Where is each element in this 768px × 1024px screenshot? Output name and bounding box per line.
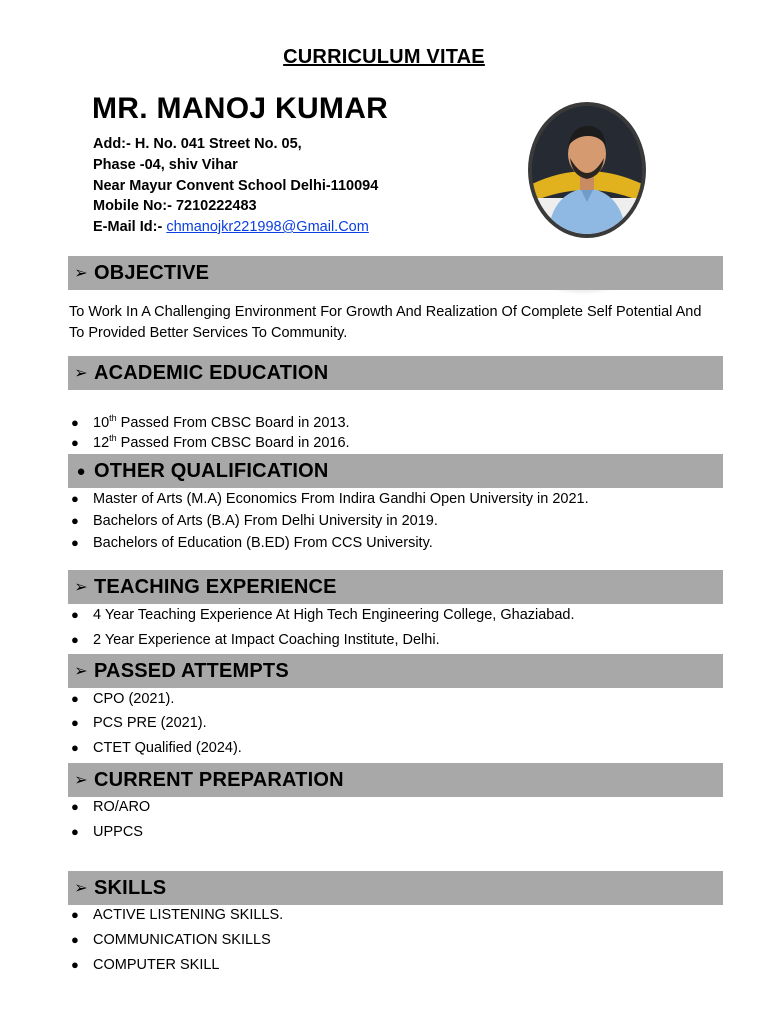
bullet-icon: ● xyxy=(71,799,79,814)
section-heading: ACADEMIC EDUCATION xyxy=(94,361,329,384)
list-item: ● COMMUNICATION SKILLS xyxy=(71,932,271,948)
bullet-icon: ● xyxy=(71,824,79,839)
section-heading: SKILLS xyxy=(94,876,167,899)
list-item: ● UPPCS xyxy=(71,824,143,840)
section-heading: PASSED ATTEMPTS xyxy=(94,659,289,682)
address-line: Near Mayur Convent School Delhi-110094 xyxy=(93,178,379,194)
list-item: ● CTET Qualified (2024). xyxy=(71,740,242,756)
section-header-other-qualification xyxy=(68,454,723,488)
list-item: ● Master of Arts (M.A) Economics From Indira Gandhi Open University in 2021. xyxy=(71,491,589,507)
list-item: ● PCS PRE (2021). xyxy=(71,715,207,731)
bullet-icon: ● xyxy=(71,535,79,550)
bullet-icon: ● xyxy=(71,607,79,622)
list-item: ● 12th Passed From CBSC Board in 2016. xyxy=(71,433,350,451)
bullet-icon: ● xyxy=(71,740,79,755)
objective-text: To Work In A Challenging Environment For Growth And Realization Of Complete Self Potential And To Provided Better Services To Community. xyxy=(69,304,702,341)
candidate-name: MR. MANOJ KUMAR xyxy=(92,92,389,125)
section-heading: OBJECTIVE xyxy=(94,261,210,284)
list-item: ● ACTIVE LISTENING SKILLS. xyxy=(71,907,284,923)
list-item: ● CPO (2021). xyxy=(71,691,175,707)
arrow-bullet-icon: ➢ xyxy=(74,772,88,789)
list-item: ● RO/ARO xyxy=(71,799,151,815)
address-line: Phase -04, shiv Vihar xyxy=(93,157,238,173)
document-title: CURRICULUM VITAE xyxy=(283,46,485,68)
person-portrait-icon xyxy=(532,106,642,234)
mobile-number: Mobile No:- 7210222483 xyxy=(93,198,257,214)
arrow-bullet-icon: ➢ xyxy=(74,579,88,596)
list-item: ● Bachelors of Education (B.ED) From CCS University. xyxy=(71,535,433,551)
bullet-icon: ● xyxy=(71,691,79,706)
bullet-icon: ● xyxy=(71,513,79,528)
bullet-icon: ● xyxy=(71,715,79,730)
section-header-skills xyxy=(68,871,723,905)
list-item: ● 2 Year Experience at Impact Coaching Institute, Delhi. xyxy=(71,632,440,648)
arrow-bullet-icon: ➢ xyxy=(74,880,88,897)
address-line: Add:- H. No. 041 Street No. 05, xyxy=(93,136,302,152)
email-label: E-Mail Id:- xyxy=(93,219,167,235)
section-header-teaching xyxy=(68,570,723,604)
section-header-preparation xyxy=(68,763,723,797)
section-heading: TEACHING EXPERIENCE xyxy=(94,575,337,598)
bullet-icon: ● xyxy=(71,932,79,947)
bullet-icon: ● xyxy=(71,957,79,972)
bullet-icon: ● xyxy=(71,414,79,430)
list-item: ● 4 Year Teaching Experience At High Tech Engineering College, Ghaziabad. xyxy=(71,607,575,623)
arrow-bullet-icon: ➢ xyxy=(74,365,88,382)
section-header-academic xyxy=(68,356,723,390)
list-item: ● Bachelors of Arts (B.A) From Delhi University in 2019. xyxy=(71,513,438,529)
arrow-bullet-icon: ➢ xyxy=(74,663,88,680)
section-heading: CURRENT PREPARATION xyxy=(94,768,344,791)
section-header-attempts xyxy=(68,654,723,688)
email-link[interactable]: chmanojkr221998@Gmail.Com xyxy=(166,219,369,235)
section-header-objective xyxy=(68,256,723,290)
bullet-icon: ● xyxy=(71,632,79,647)
list-item: ● COMPUTER SKILL xyxy=(71,957,220,973)
section-heading: OTHER QUALIFICATION xyxy=(94,459,329,482)
profile-photo xyxy=(528,102,646,238)
arrow-bullet-icon: ➢ xyxy=(74,265,88,282)
bullet-icon: ● xyxy=(76,462,86,480)
list-item: ● 10th Passed From CBSC Board in 2013. xyxy=(71,413,350,431)
bullet-icon: ● xyxy=(71,434,79,450)
bullet-icon: ● xyxy=(71,907,79,922)
email-row xyxy=(93,219,369,235)
bullet-icon: ● xyxy=(71,491,79,506)
